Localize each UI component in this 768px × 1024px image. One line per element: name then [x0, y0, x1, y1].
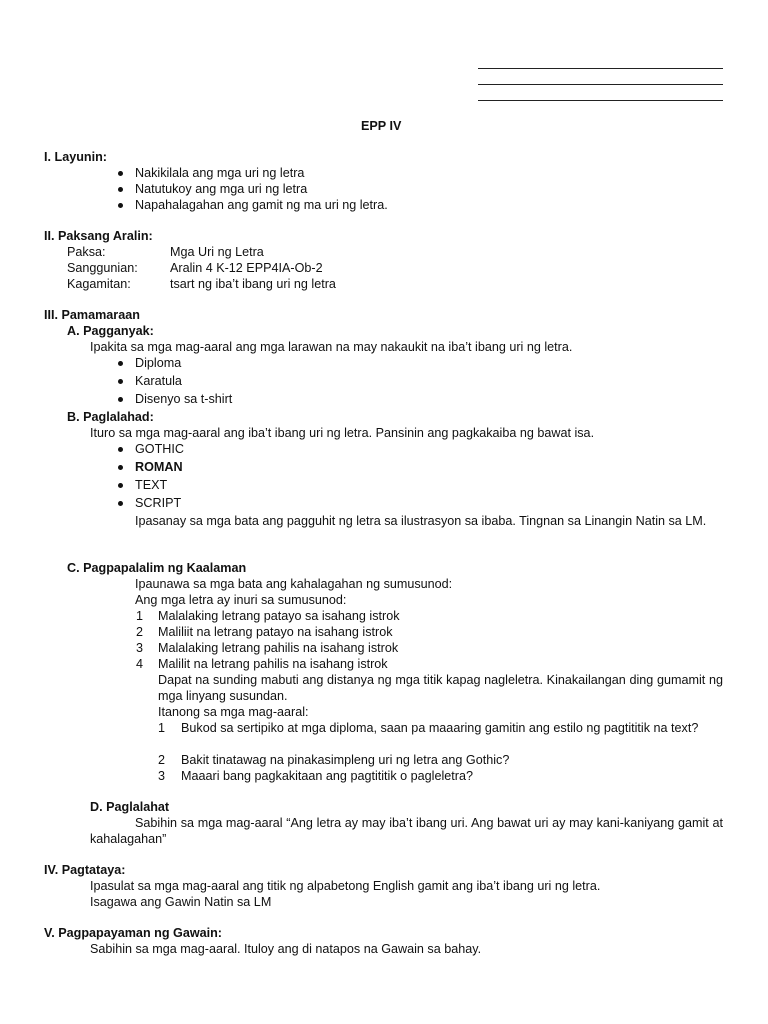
paglalahat-text: Sabihin sa mga mag-aaral “Ang letra ay may iba’t ibang uri. Ang bawat uri ay may kani-kaniyang gamit at kahalagahan” [90, 816, 723, 846]
section-pagpapayaman-heading: V. Pagpapayaman ng Gawain: [44, 926, 223, 940]
question-number: 2 [158, 753, 166, 767]
sanggunian-label: Sanggunian: [67, 261, 138, 275]
bullet [118, 171, 123, 176]
pagpapayaman-text: Sabihin sa mga mag-aaral. Ituloy ang di natapos na Gawain sa bahay. [90, 942, 482, 956]
page-title: EPP IV [361, 119, 402, 133]
question-text: Bukod sa sertipiko at mga diploma, saan pa maaaring gamitin ang estilo ng pagtititik na text? [181, 721, 699, 735]
pagtataya-line: Isagawa ang Gawin Natin sa LM [90, 895, 272, 909]
pagpapalalim-note: Dapat na sunding mabuti ang distanya ng mga titik kapag nagleletra. Kinakailangan ding gumamit ng mga linyang susundan. [158, 673, 723, 703]
section-paksang-aralin-heading: II. Paksang Aralin: [44, 229, 153, 243]
letter-type-gothic: GOTHIC [135, 442, 184, 456]
question-number: 1 [158, 721, 166, 735]
bullet [118, 397, 123, 402]
paglalahad-note: Ipasanay sa mga bata ang pagguhit ng letra sa ilustrasyon sa ibaba. Tingnan sa Linangin Natin sa LM. [135, 514, 707, 528]
bullet [118, 483, 123, 488]
sanggunian-value: Aralin 4 K-12 EPP4IA-Ob-2 [170, 261, 323, 275]
letter-type-script: SCRIPT [135, 496, 182, 510]
list-number: 4 [136, 657, 144, 671]
itanong-label: Itanong sa mga mag-aaral: [158, 705, 309, 719]
letter-type-text: TEXT [135, 478, 168, 492]
list-item: Maliliit na letrang patayo na isahang istrok [158, 625, 393, 639]
question-number: 3 [158, 769, 166, 783]
paglalahat-heading: D. Paglalahat [90, 800, 170, 814]
paglalahad-heading: B. Paglalahad: [67, 410, 154, 424]
list-number: 1 [136, 609, 144, 623]
paksa-value: Mga Uri ng Letra [170, 245, 264, 259]
list-number: 3 [136, 641, 144, 655]
blank-line-1 [478, 68, 723, 69]
list-number: 2 [136, 625, 144, 639]
bullet [118, 379, 123, 384]
pagganyak-text: Ipakita sa mga mag-aaral ang mga larawan na may nakaukit na iba’t ibang uri ng letra. [90, 340, 573, 354]
pagpapalalim-intro-2: Ang mga letra ay inuri sa sumusunod: [135, 593, 347, 607]
layunin-item: Napahalagahan ang gamit ng ma uri ng letra. [135, 198, 388, 212]
pagganyak-heading: A. Pagganyak: [67, 324, 154, 338]
bullet [118, 187, 123, 192]
question-text: Bakit tinatawag na pinakasimpleng uri ng letra ang Gothic? [181, 753, 510, 767]
kagamitan-label: Kagamitan: [67, 277, 131, 291]
kagamitan-value: tsart ng iba’t ibang uri ng letra [170, 277, 336, 291]
bullet [118, 203, 123, 208]
section-pagtataya-heading: IV. Pagtataya: [44, 863, 126, 877]
pagtataya-line: Ipasulat sa mga mag-aaral ang titik ng alpabetong English gamit ang iba’t ibang uri ng letra. [90, 879, 601, 893]
bullet [118, 501, 123, 506]
letter-type-roman: ROMAN [135, 460, 183, 474]
list-item: Malilit na letrang pahilis na isahang istrok [158, 657, 388, 671]
list-item: Malalaking letrang pahilis na isahang istrok [158, 641, 399, 655]
bullet [118, 361, 123, 366]
blank-line-2 [478, 84, 723, 85]
section-pamamaraan-heading: III. Pamamaraan [44, 308, 140, 322]
pagganyak-item: Karatula [135, 374, 182, 388]
list-item: Malalaking letrang patayo sa isahang istrok [158, 609, 400, 623]
pagganyak-item: Diploma [135, 356, 182, 370]
paglalahad-text: Ituro sa mga mag-aaral ang iba’t ibang uri ng letra. Pansinin ang pagkakaiba ng bawat isa. [90, 426, 595, 440]
layunin-item: Natutukoy ang mga uri ng letra [135, 182, 308, 196]
pagpapalalim-intro-1: Ipaunawa sa mga bata ang kahalagahan ng sumusunod: [135, 577, 453, 591]
paksa-label: Paksa: [67, 245, 106, 259]
blank-line-3 [478, 100, 723, 101]
question-text: Maaari bang pagkakitaan ang pagtititik o pagleletra? [181, 769, 473, 783]
pagganyak-item: Disenyo sa t-shirt [135, 392, 233, 406]
layunin-item: Nakikilala ang mga uri ng letra [135, 166, 305, 180]
bullet [118, 447, 123, 452]
pagpapalalim-heading: C. Pagpapalalim ng Kaalaman [67, 561, 247, 575]
section-layunin-heading: I. Layunin: [44, 150, 107, 164]
bullet [118, 465, 123, 470]
